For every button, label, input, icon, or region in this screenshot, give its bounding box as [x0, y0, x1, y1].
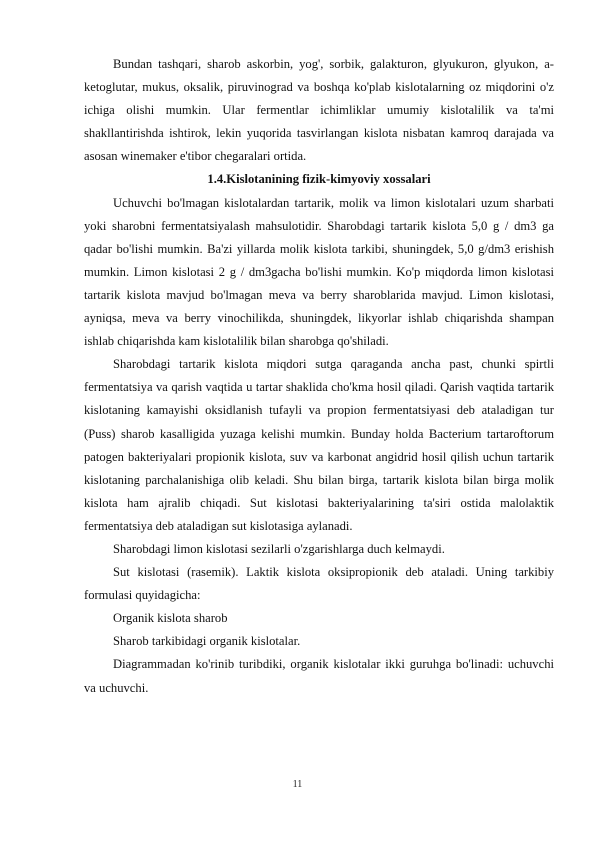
- paragraph-tartaric-acid: Sharobdagi tartarik kislota miqdori sutga qaraganda ancha past, chunki spirtli fermentatsiya va qarish vaqtida u tartar shaklida cho'kma hosil qiladi. Qarish vaqtida tartarik kislotaning kamayishi oksidlanish tufayli va propion fermentatsiyasi deb ataladigan tur (Puss) sharob kasalligida yuzaga kelishi mumkin. Bunday holda Bacterium tartaroftorum patogen bakteriyalari propionik kislota, suv va karbonat angidrid hosil qilish uchun tartarik kislotaning parchalanishiga olib keladi. Shu bilan birga, tartarik kislota bilan birga molik kislota ham ajralib chiqadi. Sut kislotasi bakteriyalarining ta'siri ostida malolaktik fermentatsiya deb ataladigan sut kislotasiga aylanadi.: [84, 357, 554, 533]
- paragraph-acids-intro: Bundan tashqari, sharob askorbin, yog', sorbik, galakturon, glyukuron, glyukon, a-ketoglutar, mukus, oksalik, piruvinograd va boshqa ko'plab kislotalarning oz miqdorini o'z ichiga olishi mumkin. Ular fermentlar ichimliklar umumiy kislotalilik va ta'mi shakllantirishda ishtirok, lekin yuqorida tasvirlangan kislota nisbatan kamroq darajada va asosan winemaker e'tibor chegaralari ortida.: [84, 57, 554, 164]
- paragraph-organic-acids-in-wine: Sharob tarkibidagi organik kislotalar.: [113, 634, 301, 649]
- paragraph-citric-acid: Sharobdagi limon kislotasi sezilarli o'zgarishlarga duch kelmaydi.: [113, 541, 445, 556]
- page-number: 11: [292, 779, 303, 790]
- paragraph-diagram-groups: Diagrammadan ko'rinib turibdiki, organik kislotalar ikki guruhga bo'linadi: uchuvchi va uchuvchi.: [84, 657, 554, 695]
- document-body: [84, 53, 554, 700]
- section-heading: 1.4.Kislotanining fizik-kimyoviy xossalari: [207, 172, 431, 187]
- paragraph-non-volatile-acids: Uchuvchi bo'lmagan kislotalardan tartarik, molik va limon kislotalari uzum sharbati yoki sharobni fermentatsiyalash mahsulotidir. Sharobdagi tartarik kislota 5,0 g / dm3 ga qadar bo'lishi mumkin. Ba'zi yillarda molik kislota tarkibi, shuningdek, 5,0 g/dm3 erishish mumkin. Limon kislotasi 2 g / dm3gacha bo'lishi mumkin. Ko'p miqdorda limon kislotasi tartarik kislota mavjud bo'lmagan meva va berry sharoblarida mavjud. Limon kislotasi, ayniqsa, meva va berry vinochilikda, shuningdek, likyorlar ishlab chiqarishda shampan ishlab chiqarishda kam kislotalilik bilan sharobga qo'shiladi.: [84, 195, 554, 349]
- paragraph-organic-acid-label: Organik kislota sharob: [113, 611, 228, 626]
- paragraph-lactic-acid: Sut kislotasi (rasemik). Laktik kislota oksipropionik deb ataladi. Uning tarkibiy formulasi quyidagicha:: [84, 565, 554, 603]
